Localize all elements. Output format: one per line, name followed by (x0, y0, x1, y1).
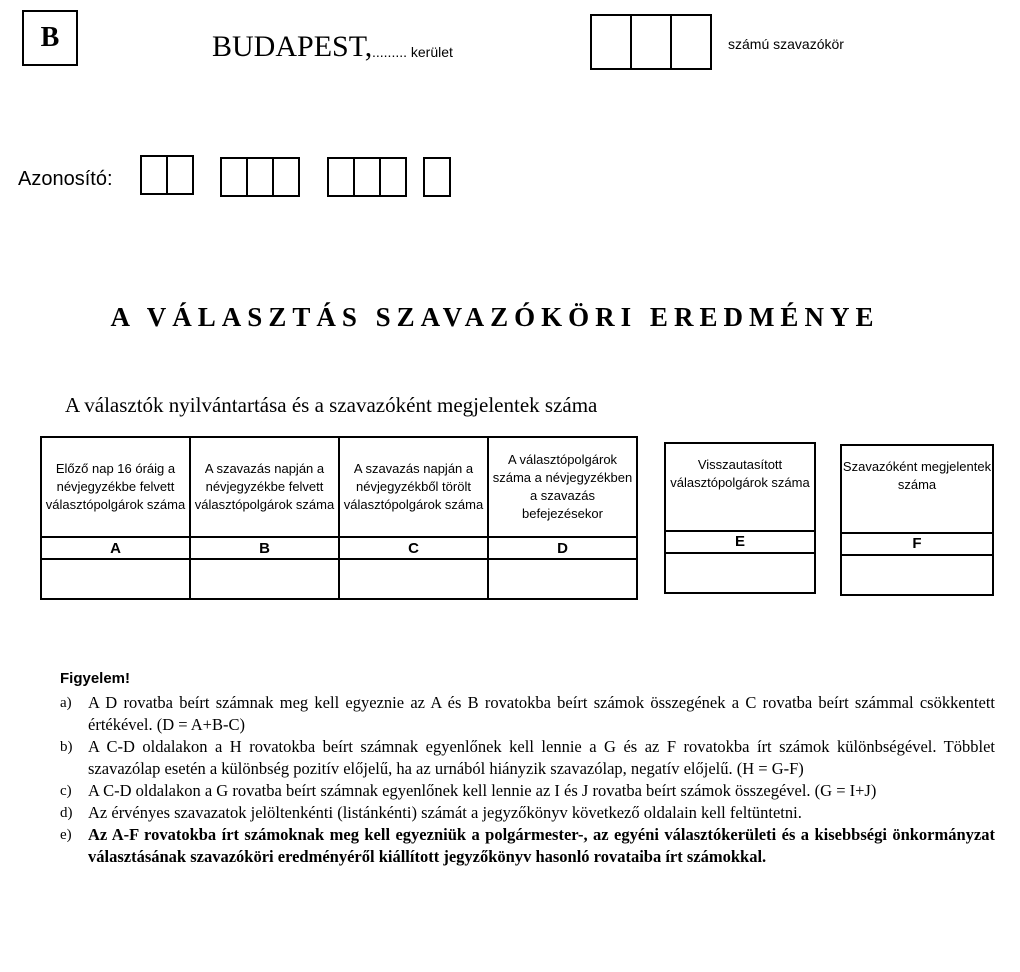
note-item (60, 824, 995, 868)
column-header-b: A szavazás napján a névjegyzékbe felvett választópolgárok száma (190, 437, 339, 537)
value-field-e[interactable] (666, 552, 814, 592)
notes-title: Figyelem! (60, 670, 131, 687)
digit-cell[interactable] (274, 159, 298, 195)
value-field-d[interactable] (488, 559, 637, 599)
form-letter-box: B (22, 10, 78, 66)
box-f (840, 444, 994, 596)
value-field-a[interactable] (41, 559, 190, 599)
column-header-a: Előző nap 16 óráig a névjegyzékbe felvett választópolgárok száma (41, 437, 190, 537)
polling-station-label: számú szavazókör (728, 36, 844, 52)
section-subtitle: A választók nyilvántartása és a szavazóként megjelentek száma (65, 393, 598, 417)
identifier-group-4[interactable] (423, 157, 451, 197)
note-item (60, 802, 995, 824)
note-text: A D rovatba beírt számnak meg kell egyeznie az A és B rovatokba beírt számok összegének a C rovatba beírt számmal csökkentett értékével. (D = A+B-C) (88, 693, 995, 734)
note-key: a) (60, 695, 72, 711)
city-name: BUDAPEST, (212, 30, 373, 63)
note-text: Az érvényes szavazatok jelöltenkénti (listánkénti) számát a jegyzőkönyv következő oldalain kell feltüntetni. (88, 803, 802, 822)
value-field-f[interactable] (842, 554, 992, 594)
column-header-d: A választópolgárok száma a névjegyzékben a szavazás befejezésekor (488, 437, 637, 537)
polling-station-number-field[interactable] (590, 14, 712, 70)
box-e-letter: E (666, 530, 814, 552)
column-header-c: A szavazás napján a névjegyzékből törölt választópolgárok száma (339, 437, 488, 537)
note-key: b) (60, 739, 73, 755)
digit-cell[interactable] (222, 159, 248, 195)
digit-cell[interactable] (168, 157, 192, 193)
note-text: Az A-F rovatokba írt számoknak meg kell egyezniük a polgármester-, az egyéni választókerületi és a kisebbségi önkormányzat választásának szavazóköri eredményéről kiállított jegyzőkönyv hasonló rovataiba írt számokkal. (88, 825, 995, 866)
note-key: e) (60, 827, 72, 843)
digit-cell[interactable] (425, 159, 449, 195)
digit-cell[interactable] (632, 16, 672, 68)
column-letter-b: B (190, 537, 339, 559)
digit-cell[interactable] (355, 159, 381, 195)
box-f-header: Szavazóként megjelentek száma (842, 459, 992, 492)
note-item (60, 736, 995, 780)
note-text: A C-D oldalakon a G rovatba beírt számnak egyenlőnek kell lennie az I és J rovatba beírt számok összegével. (G = I+J) (88, 781, 877, 800)
column-letter-d: D (488, 537, 637, 559)
value-field-b[interactable] (190, 559, 339, 599)
registry-table (40, 436, 638, 600)
note-key: c) (60, 783, 72, 799)
column-letter-a: A (41, 537, 190, 559)
digit-cell[interactable] (248, 159, 274, 195)
box-f-letter: F (842, 532, 992, 554)
identifier-label: Azonosító: (18, 168, 113, 190)
column-letter-c: C (339, 537, 488, 559)
notes-section (60, 668, 995, 868)
digit-cell[interactable] (381, 159, 405, 195)
district-field[interactable]: ......... kerület (372, 44, 453, 60)
digit-cell[interactable] (329, 159, 355, 195)
note-text: A C-D oldalakon a H rovatokba beírt számnak egyenlőnek kell lennie a G és az F rovatokba írt számok különbségével. Többlet szavazólap esetén a különbség pozitív előjelű, ha az urnából hiányzik szavazólap, negatív előjelű. (H = G-F) (88, 737, 995, 778)
note-item (60, 780, 995, 802)
digit-cell[interactable] (592, 16, 632, 68)
identifier-group-3[interactable] (327, 157, 407, 197)
identifier-group-1[interactable] (140, 155, 194, 195)
box-e-header: Visszautasított választópolgárok száma (670, 457, 810, 490)
note-item (60, 692, 995, 736)
digit-cell[interactable] (672, 16, 710, 68)
note-key: d) (60, 805, 73, 821)
identifier-group-2[interactable] (220, 157, 300, 197)
digit-cell[interactable] (142, 157, 168, 193)
page-title: A VÁLASZTÁS SZAVAZÓKÖRI EREDMÉNYE (110, 302, 880, 332)
value-field-c[interactable] (339, 559, 488, 599)
box-e (664, 442, 816, 594)
